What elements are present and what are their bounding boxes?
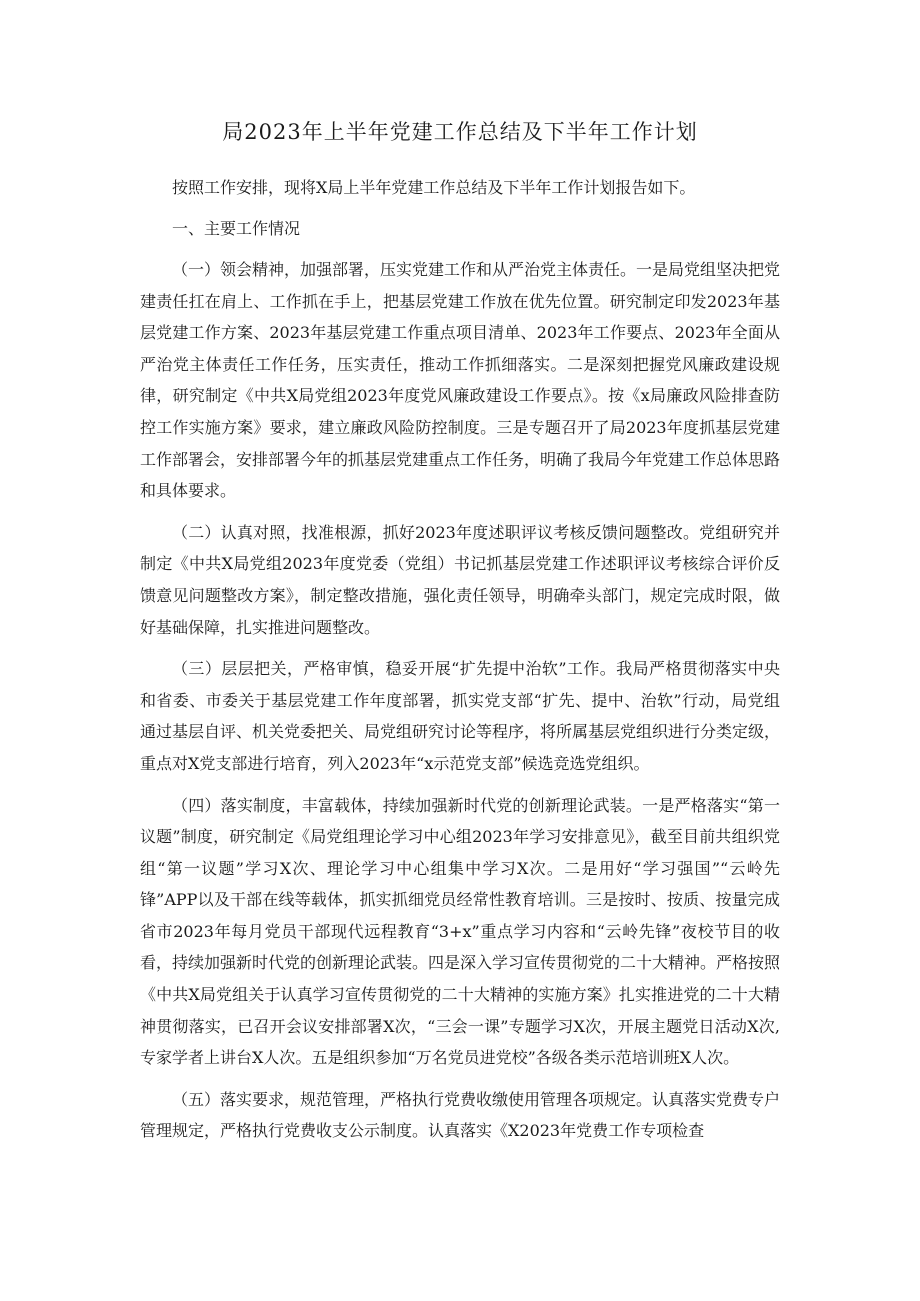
paragraph-1: （一）领会精神，加强部署，压实党建工作和从严治党主体责任。一是局党组坚决把党建责任扛在肩上、工作抓在手上，把基层党建工作放在优先位置。研究制定印发2023年基层党建工作方案、2023年基层党建工作重点项目清单、2023年工作要点、2023年全面从严治党主体责任工作任务，压实责任，推动工作抓细落实。二是深刻把握党风廉政建设规律，研究制定《中共X局党组2023年度党风廉政建设工作要点》。按《x局廉政风险排查防控工作实施方案》要求，建立廉政风险防控制度。三是专题召开了局2023年度抓基层党建工作部署会，安排部署今年的抓基层党建重点工作任务，明确了我局今年党建工作总体思路和具体要求。 (140, 260, 781, 501)
paragraph-4: （四）落实制度，丰富载体，持续加强新时代党的创新理论武装。一是严格落实“第一议题”制度，研究制定《局党组理论学习中心组2023年学习安排意见》，截至目前共组织党组“第一议题”学习X次、理论学习中心组集中学习X次。二是用好“学习强国”“云岭先锋”APP以及干部在线等载体，抓实抓细党员经常性教育培训。三是按时、按质、按量完成省市2023年每月党员干部现代远程教育“3+x”重点学习内容和“云岭先锋”夜校节目的收看，持续加强新时代党的创新理论武装。四是深入学习宣传贯彻党的二十大精神。严格按照《中共X局党组关于认真学习宣传贯彻党的二十大精神的实施方案》扎实推进党的二十大精神贯彻落实，已召开会议安排部署X次，“三会一课”专题学习X次，开展主题党日活动X次,专家学者上讲台X人次。五是组织参加“万名党员进党校”各级各类示范培训班X人次。 (140, 795, 781, 1068)
paragraph-2: （二）认真对照，找准根源，抓好2023年度述职评议考核反馈问题整改。党组研究并制定《中共X局党组2023年度党委（党组）书记抓基层党建工作述职评议考核综合评价反馈意见问题整改方案》，制定整改措施，强化责任领导，明确牵头部门，规定完成时限，做好基础保障，扎实推进问题整改。 (140, 522, 780, 637)
paragraph-3: （三）层层把关，严格审慎，稳妥开展“扩先提中治软”工作。我局严格贯彻落实中央和省委、市委关于基层党建工作年度部署，抓实党支部“扩先、提中、治软”行动，局党组通过基层自评、机关党委把关、局党组研究讨论等程序，将所属基层党组织进行分类定级，重点对X党支部进行培育，列入2023年“x示范党支部”候选竞选党组织。 (140, 659, 781, 773)
document-title: 局2023年上半年党建工作总结及下半年工作计划 (222, 120, 698, 144)
section-heading: 一、主要工作情况 (172, 219, 301, 238)
document-page (140, 0, 780, 1147)
paragraph-5: （五）落实要求，规范管理，严格执行党费收缴使用管理各项规定。认真落实党费专户管理规定，严格执行党费收支公示制度。认真落实《X2023年党费工作专项检查 (140, 1089, 781, 1141)
intro-paragraph: 按照工作安排，现将X局上半年党建工作总结及下半年工作计划报告如下。 (172, 178, 696, 197)
